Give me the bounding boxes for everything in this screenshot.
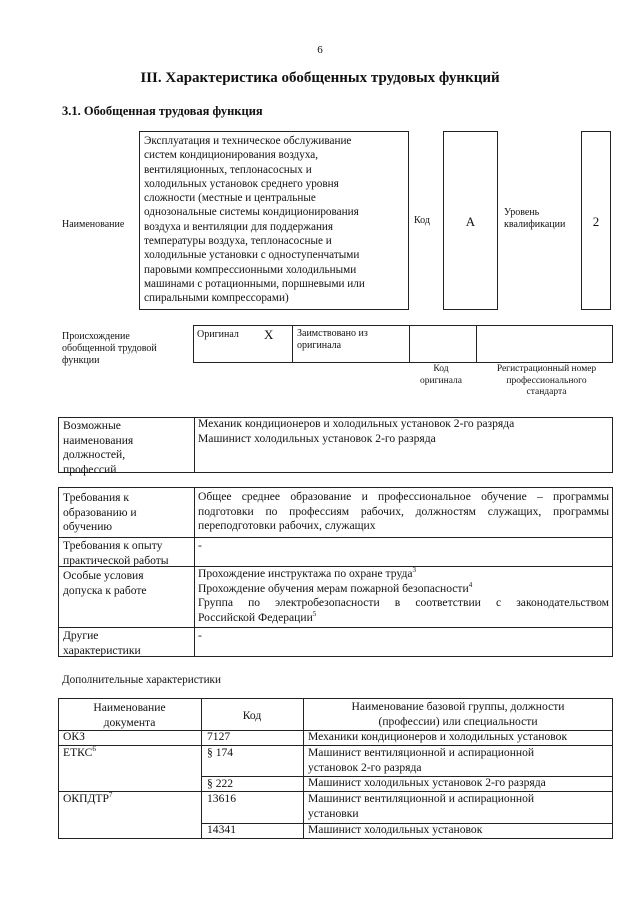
caption-line: Код xyxy=(433,364,449,374)
name-line: сложности (местные и центральные xyxy=(144,192,316,205)
name-line: спиральными компрессорами) xyxy=(144,292,289,305)
okpdtr2-name: Машинист холодильных установок xyxy=(308,823,483,836)
position-item: Машинист холодильных установок 2-го разряда xyxy=(198,431,436,445)
code-label: Код xyxy=(414,215,430,226)
special-text: Российской Федерации xyxy=(198,610,313,624)
original-mark: X xyxy=(264,327,274,342)
education-value-last: переподготовки рабочих, служащих xyxy=(198,519,376,532)
etks2-code: § 222 xyxy=(207,777,234,790)
special-item xyxy=(198,611,609,626)
footnote-ref: 7 xyxy=(108,791,113,800)
name-line: холодильные установки с одноступенчатыми xyxy=(144,249,360,262)
experience-label-line: Требования к опыту xyxy=(63,539,163,552)
code-box xyxy=(443,131,498,310)
origin-label-line: функции xyxy=(62,355,100,366)
education-label-line: образованию и xyxy=(63,505,137,519)
footnote-ref: 3 xyxy=(412,566,417,575)
divider xyxy=(194,417,195,473)
special-values xyxy=(198,567,609,625)
special-label xyxy=(63,569,147,598)
page-number: 6 xyxy=(317,44,323,56)
positions-values xyxy=(198,417,514,446)
origin-label-line: Происхождение xyxy=(62,331,130,342)
name-line: вентиляционных, теплонасосных и xyxy=(144,163,312,176)
original-label: Оригинал xyxy=(197,329,239,340)
other-label xyxy=(63,629,141,658)
position-item: Механик кондиционеров и холодильных установок 2-го разряда xyxy=(198,417,515,430)
name-line: Эксплуатация и техническое обслуживание xyxy=(144,135,352,147)
okz-code: 7127 xyxy=(207,730,231,743)
reg-number-caption xyxy=(480,364,613,399)
divider xyxy=(194,487,195,657)
divider xyxy=(292,325,293,363)
footnote-ref: 4 xyxy=(468,580,473,589)
experience-value: - xyxy=(198,539,202,552)
special-item xyxy=(198,567,609,582)
origin-label-line: обобщенной трудовой xyxy=(62,343,157,354)
footnote-ref: 6 xyxy=(92,745,96,754)
special-text: Прохождение инструктажа по охране труда xyxy=(198,567,413,580)
col-header-document xyxy=(58,701,201,730)
code-original-caption xyxy=(404,364,478,387)
code-value: А xyxy=(465,214,476,229)
name-line: установок 2-го разряда xyxy=(308,760,422,774)
okz-doc: ОКЗ xyxy=(63,730,85,743)
name-line: систем кондиционирования воздуха, xyxy=(144,149,319,162)
borrowed-label-line: Заимствовано из xyxy=(297,328,368,339)
okpdtr2-code: 14341 xyxy=(207,823,236,836)
positions-label-line: Возможные xyxy=(63,419,121,432)
special-item: Группа по электробезопасности в соответствии с законодательством xyxy=(198,596,609,610)
etks1-name xyxy=(308,746,534,775)
experience-label-line: практической работы xyxy=(63,553,169,567)
caption-line: стандарта xyxy=(526,387,567,397)
name-line: машинами с ротационными, поршневыми или xyxy=(144,277,365,290)
name-line: воздуха и вентиляции для поддержания xyxy=(144,220,334,233)
positions-label-line: профессий xyxy=(63,462,117,476)
header-line: Наименование xyxy=(93,701,166,714)
level-label-line: Уровень xyxy=(504,207,540,218)
name-line: установки xyxy=(308,806,359,820)
col-header-code: Код xyxy=(242,709,262,722)
etks-doc-text: ЕТКС xyxy=(63,746,93,759)
origin-label xyxy=(62,331,157,367)
level-value: 2 xyxy=(592,214,600,229)
special-label-line: допуска к работе xyxy=(63,583,147,597)
education-value xyxy=(198,490,609,519)
okpdtr1-name xyxy=(308,792,534,821)
divider xyxy=(409,325,410,363)
okz-name: Механики кондиционеров и холодильных установок xyxy=(308,730,568,743)
caption-line: оригинала xyxy=(420,375,462,386)
name-line: Машинист вентиляционной и аспирационной xyxy=(308,792,535,805)
education-line: подготовки по профессиям рабочих, должностям служащих, программы xyxy=(198,504,609,518)
footnote-ref: 5 xyxy=(312,609,317,618)
naming-label: Наименование xyxy=(62,219,125,230)
okpdtr-doc-text: ОКПДТР xyxy=(63,792,109,805)
level-label xyxy=(504,207,565,231)
education-label xyxy=(63,491,137,535)
origin-table xyxy=(193,325,613,363)
section-title: III. Характеристика обобщенных трудовых функций xyxy=(140,70,500,86)
caption-line: Регистрационный номер xyxy=(496,364,597,374)
education-line: Общее среднее образование и профессиональное обучение – программы xyxy=(198,490,609,503)
header-line: документа xyxy=(103,715,156,729)
header-line: Наименование базовой группы, должности xyxy=(351,700,565,713)
name-line: паровыми компрессионными холодильными xyxy=(144,263,357,276)
etks2-name: Машинист холодильных установок 2-го разряда xyxy=(308,776,546,789)
experience-label xyxy=(63,539,169,568)
other-label-line: Другие xyxy=(63,629,99,642)
etks-doc xyxy=(63,746,96,761)
okpdtr1-code: 13616 xyxy=(207,792,236,805)
borrowed-label-line: оригинала xyxy=(297,340,342,351)
positions-label-line: наименования xyxy=(63,433,134,447)
other-value: - xyxy=(198,629,202,642)
level-label-line: квалификации xyxy=(504,219,566,230)
header-line: (профессии) или специальности xyxy=(378,714,538,728)
positions-label xyxy=(63,419,133,477)
divider xyxy=(476,325,477,363)
education-label-line: Требования к xyxy=(63,491,130,504)
name-line: Машинист вентиляционной и аспирационной xyxy=(308,746,535,759)
special-text: Прохождение обучения мерам пожарной безопасности xyxy=(198,581,469,595)
borrowed-label xyxy=(297,328,368,352)
special-item xyxy=(198,582,609,597)
additional-title: Дополнительные характеристики xyxy=(62,674,221,686)
name-line: однозональные системы кондиционирования xyxy=(144,206,359,219)
subsection-title: 3.1. Обобщенная трудовая функция xyxy=(62,104,263,118)
divider xyxy=(58,627,613,628)
special-label-line: Особые условия xyxy=(63,569,144,582)
col-header-name xyxy=(303,700,613,729)
positions-label-line: должностей, xyxy=(63,448,126,462)
function-name-box xyxy=(139,131,409,310)
divider xyxy=(58,537,613,538)
level-box xyxy=(581,131,611,310)
etks1-code: § 174 xyxy=(207,746,234,759)
name-line: температуры воздуха, теплонасосные и xyxy=(144,235,332,248)
okpdtr-doc xyxy=(63,792,112,807)
education-label-line: обучению xyxy=(63,520,113,534)
other-label-line: характеристики xyxy=(63,643,141,657)
name-line: холодильных установок среднего уровня xyxy=(144,177,339,190)
caption-line: профессионального xyxy=(506,375,587,386)
